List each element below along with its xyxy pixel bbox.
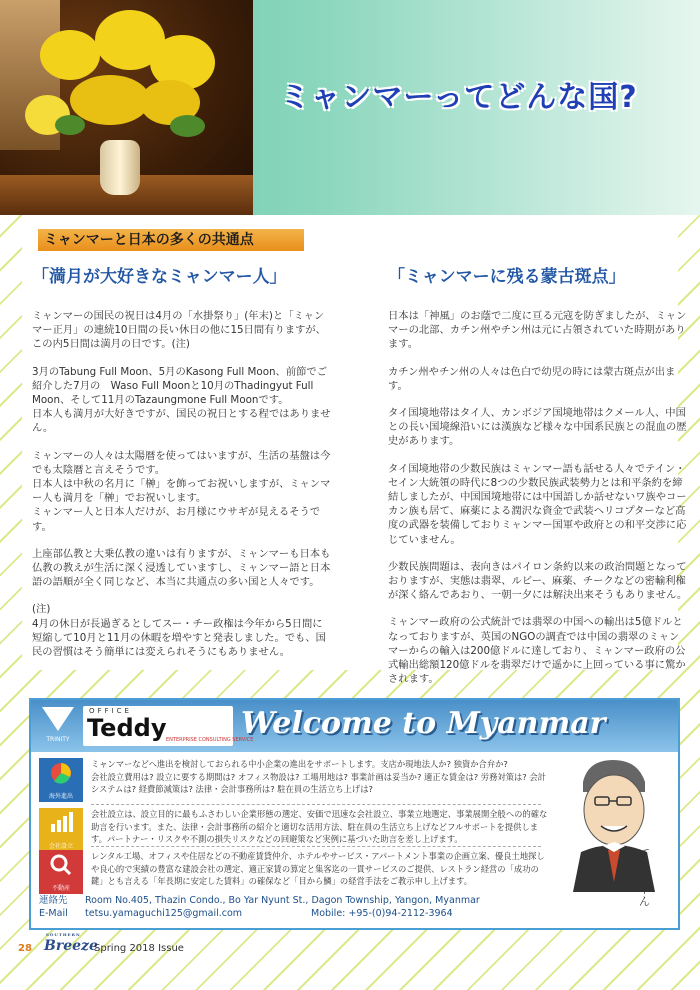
paragraph: ミャンマーの人々は太陽暦を使ってはいますが、生活の基盤は今でも太陰暦と言えそうです。 日本人は中秋の名月に「榊」を飾ってお祝いしますが、ミャンマー人も満月を「榊」でお祝いします。 ミャンマー人と日本人だけが、お月様にウサギが見えるそうです。 [32,449,331,533]
caricature-illustration [553,752,675,908]
ad-row-text: ミャンマーなどへ進出を検討しておられる中小企業の進出をサポートします。支店か現地法人か? 独資か合弁か? 会社設立費用は? 設立に要する期間は? オフィス物設は? 工場用地は? 事業計画は妥当か? 適正な賃金は? 労務対策は? 会計システムは? 経費節減策は? 法律・会計事務所は? 駐在員の生活立ち上げは? [91,759,546,794]
divider [91,846,541,847]
leaf-shape [170,115,205,137]
bar-chart-icon [39,808,83,852]
paragraph: カチン州やチン州の人々は色白で幼児の時には蒙古斑点が出ます。 [388,365,676,392]
flower-photo [0,0,253,215]
ad-row-label: 海外進出 [48,793,73,800]
paragraph: ミャンマー政府の公式統計では翡翠の中国への輸出は5億ドルとなっておりますが、英国のNGOの調査では中国の翡翠のミャンマーからの輸入は200億ドルに達しており、ミャンマー政府の公式輸出総額120億ドルを翡翠だけで遥かに上回っている事に驚かされます。 [388,616,686,686]
issue-label: Spring 2018 Issue [94,943,184,954]
advertisement-box [29,698,680,930]
teddy-subtitle: ENTERPRISE CONSULTING SERVICE [166,737,254,743]
paragraph: 上座部仏教と大乗仏教の違いは有りますが、ミャンマーも日本も仏教の教えが生活に深く浸透していますし、ミャンマー語と日本語の語順が全く同じなど、本当に共通点の多い国と人々です。 [32,547,331,589]
signature: てっちゃん [639,847,650,908]
globe-chart-icon [39,758,83,802]
ad-header [31,700,678,752]
section-banner: ミャンマーと日本の多くの共通点 [38,229,304,251]
contact-label: 連絡先 [39,895,68,906]
trinity-logo [38,704,78,748]
paragraph: タイ国境地帯はタイ人、カンボジア国境地帯はクメール人、中国との長い国境線沿いには漢族など様々な中国系民族との混血の歴史があります。 [388,407,687,448]
welcome-heading: Welcome to Myanmar [241,706,606,741]
right-column-heading: 「ミャンマーに残る蒙古斑点」 [388,267,626,287]
email-label: E-Mail [39,907,68,919]
left-column-heading: 「満月が大好きなミャンマー人」 [32,267,287,287]
leaf-shape [55,115,85,135]
address: Room No.405, Thazin Condo., Bo Yar Nyunt St., Dagon Township, Yangon, Myanmar [85,895,480,906]
paragraph: 日本は「神風」のお蔭で二度に亘る元寇を防ぎましたが、ミャンマーの北部、カチン州やチン州は元に占領されていた時期があります。 [388,310,687,351]
header [0,0,700,215]
divider [91,804,541,805]
page-title: ミャンマーってどんな国? [280,80,638,115]
email-link[interactable]: tetsu.yamaguchi125@gmail.com [85,907,243,919]
triangle-icon [42,707,74,731]
paragraph: 少数民族問題は、表向きはパイロン条約以来の政治問題となっておりますが、実態は翡翠、ルビー、麻薬、チークなどの密輸利権が深く絡んであおり、一朝一夕には解決出来そうもありません。 [388,560,688,602]
flower-cluster [70,75,150,125]
page-number: 28 [18,943,32,954]
magazine-name: Breeze [44,938,98,954]
right-column [388,262,688,699]
ad-row-label: 不動産 [51,885,70,892]
vase-shape [100,140,140,195]
trinity-label: TRINITY [46,736,70,743]
paragraph: (注) 4月の休日が長過ぎるとしてスー・チー政権は今年から5日間に短縮して10月と11月の休暇を増やすと発表しました。でも、国民の習慣はそう簡単には変えられそうにもありません。 [32,603,326,659]
ad-row-text: 会社設立は、設立目的に最もふさわしい企業形態の選定、安価で迅速な会社設立、事業立地選定、事業展開全般への的確な助言を行います。また、法律・会計事務所の紹介と適切な活用方法、駐在員の生活立ち上げなどフルサポートを提供します。パートナー・リスクや不測の損失リスクなどの回避策など実例に基づいた助言を差し上げます。 [91,809,548,844]
mobile-info [311,908,453,919]
flower-cluster [40,30,100,80]
left-column [32,262,332,672]
ad-row-label: 会社設立 [48,843,73,850]
magazine-logo [44,932,98,954]
teddy-logo: Teddy [87,714,167,742]
magazine-small: SOUTHERN [46,932,81,937]
paragraph: 3月のTabung Full Moon、5月のKasong Full Moon、前節でご紹介した7月の Waso Full Moonと10月のThadingyut Full Moon、そして11月のTazaungmone Full Moonです。 日本人も満月が大好きですが、国民の祝日とする程ではありません。 [32,365,331,435]
search-icon [39,850,83,894]
paragraph: タイ国境地帯の少数民族はミャンマー語も話せる人々でテイン・セイン大統領の時代に8つの少数民族武装勢力とは和平条約を締結しましたが、中国国境地帯には中国語しか話せないワ族やコーカン族も居て、麻薬による潤沢な資金で武装ヘリコプターなど高度の武器を装備しておりミャンマー国軍や政府との和平交渉に応じていません。 [388,462,687,546]
mobile-label: Mobile: [311,908,346,919]
paragraph: ミャンマーの国民の祝日は4月の「水掛祭り」(年末)と「ミャンマー正月」の連続10日間の長い休日の他に15日間有りますが、この内5日間は満月の日です。(注) [32,310,326,351]
mobile-number: +95-(0)94-2112-3964 [348,908,453,919]
office-label: OFFICE [89,707,132,715]
ad-row-text: レンタル工場、オフィスや住居などの不動産賃貸仲介、ホテルやサービス・アパートメント事業の企画立案、優良土地探しや良心的で実績の豊富な建設会社の選定、適正家賃の算定と集客迄の一貫サービスのご提供、レストラン経営の「成功の鍵」とも言える「年長期に安定した賃料」の確保など「目から鱗」の経営手法をご教示申し上げます。 [91,851,545,886]
